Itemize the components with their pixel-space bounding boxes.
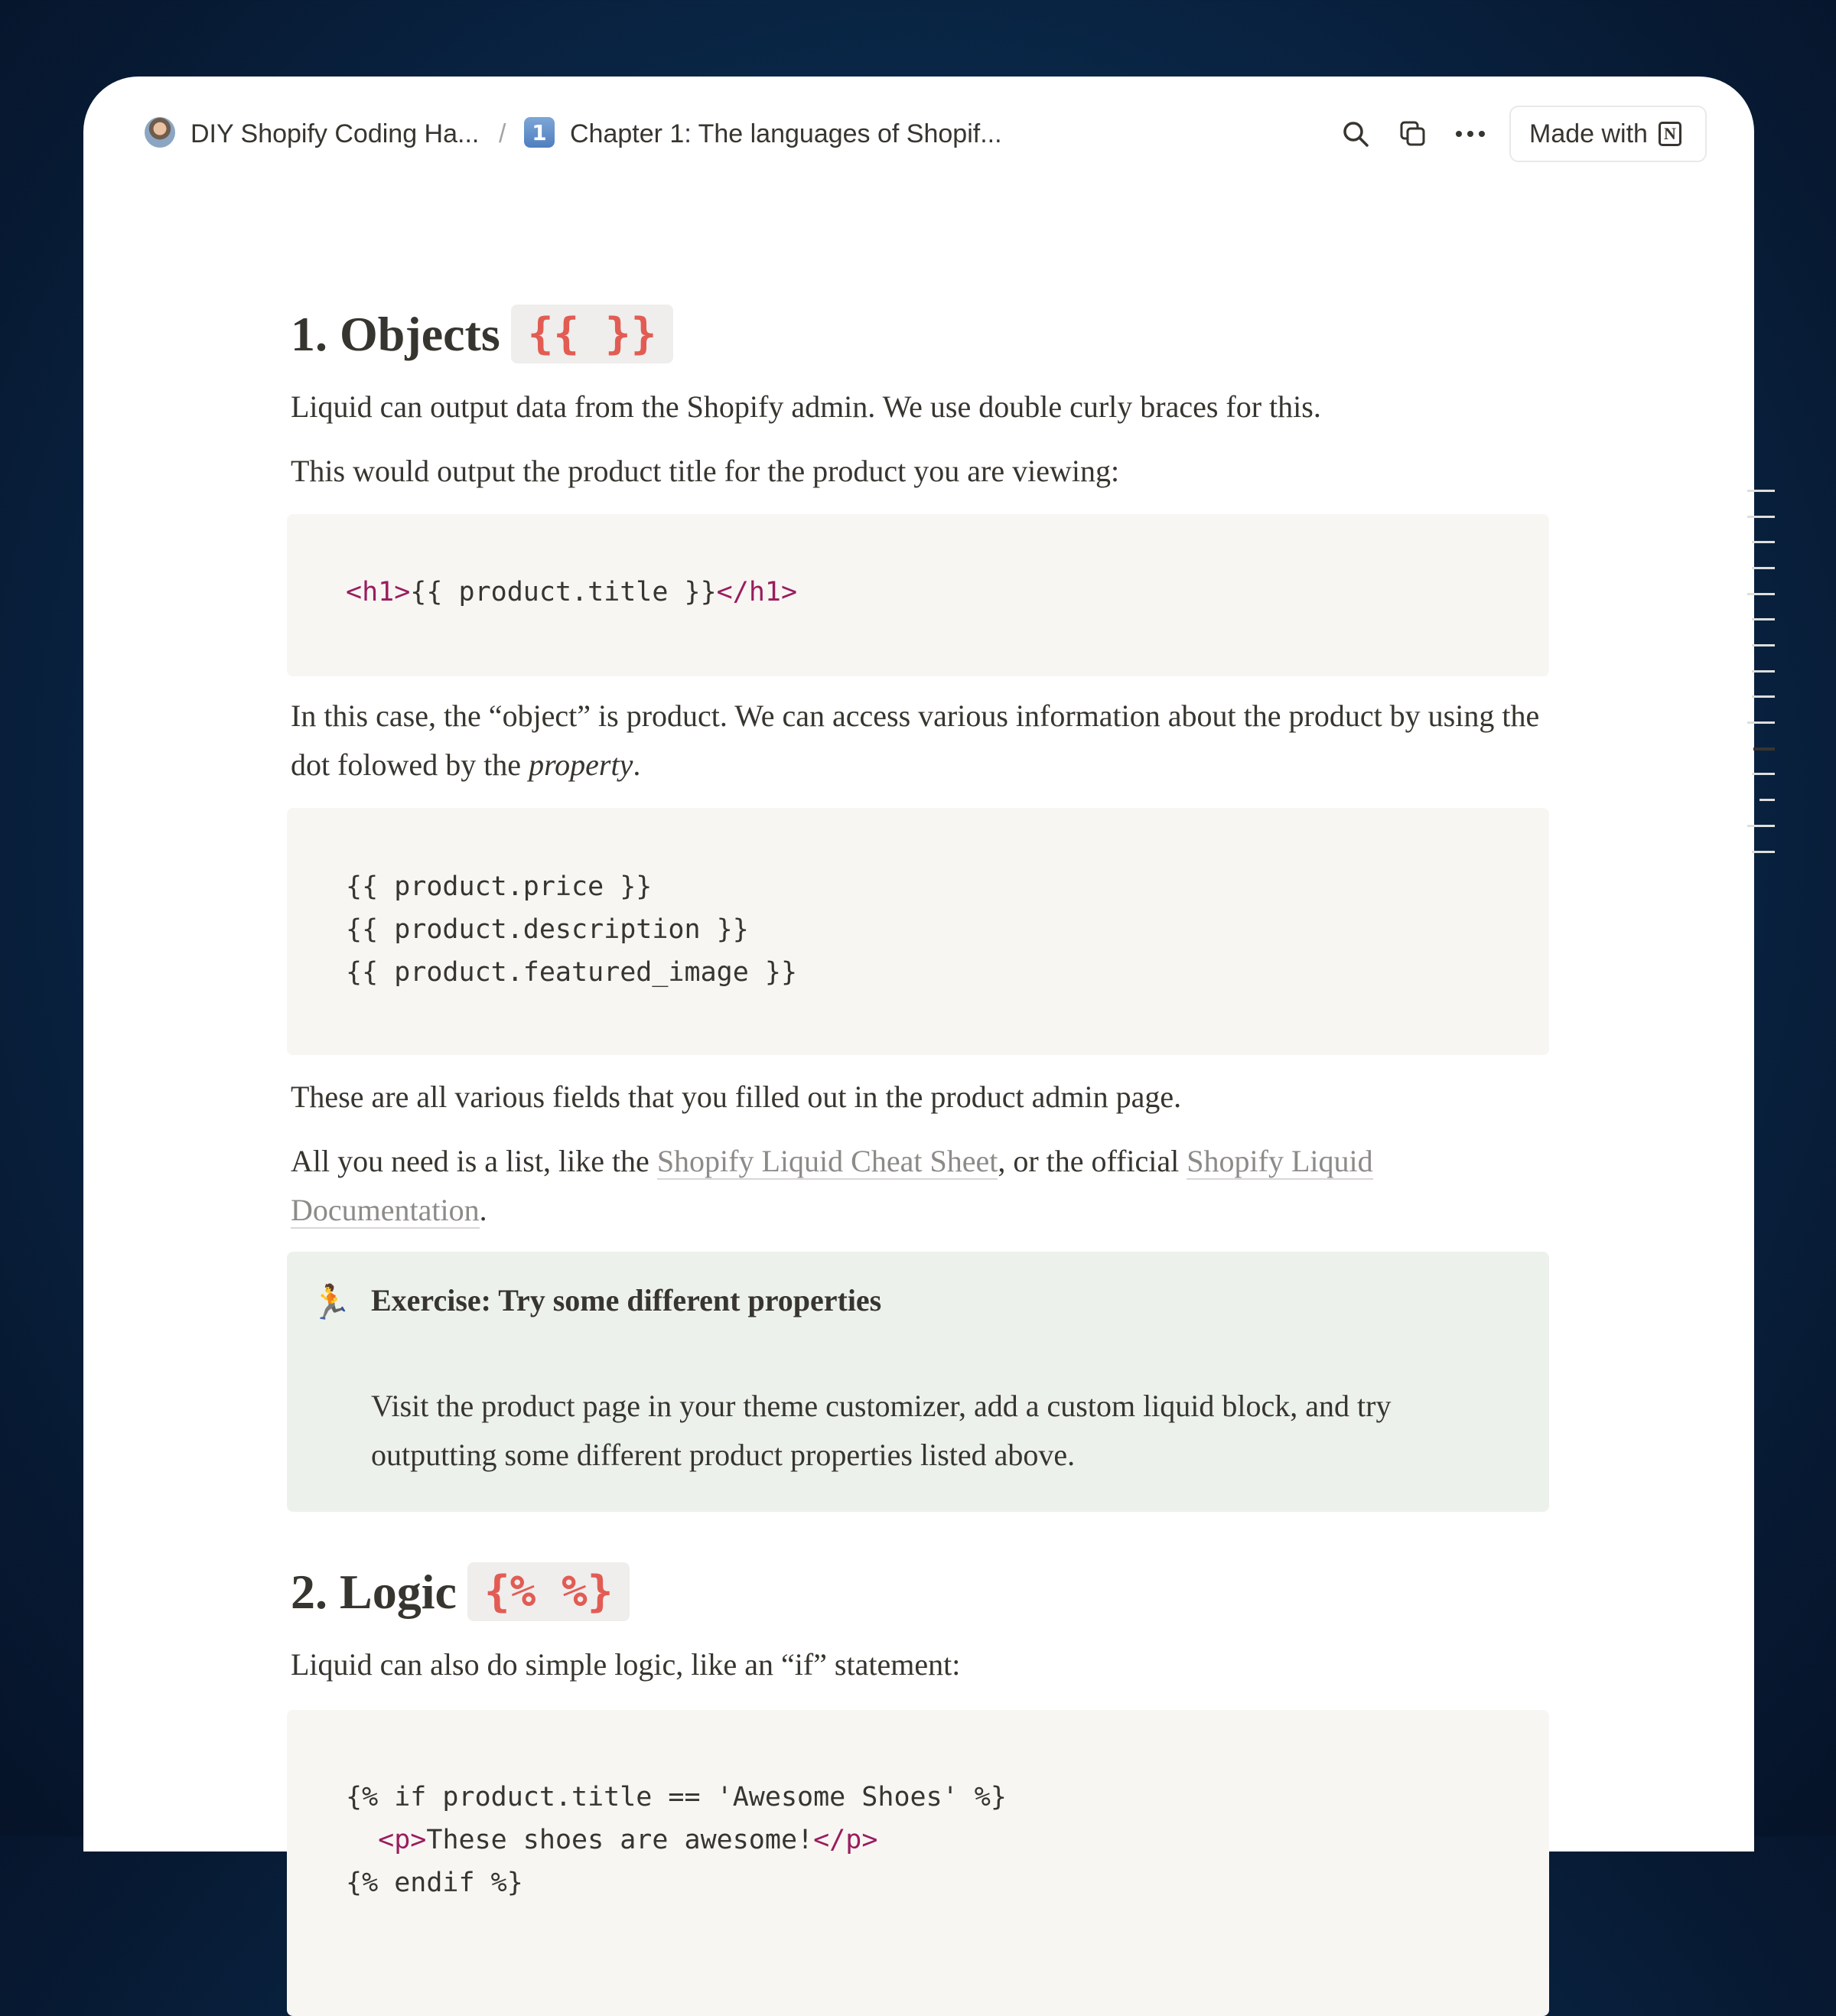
code-tag: <p> bbox=[378, 1825, 427, 1855]
section-heading-logic bbox=[291, 1562, 630, 1621]
paragraph-text: In this case, the “object” is product. We can access various information about the product by using the dot folowed by the bbox=[291, 699, 1540, 782]
code-text: These shoes are awesome! bbox=[426, 1825, 814, 1855]
paragraph-text: , or the official bbox=[998, 1144, 1187, 1178]
code-block[interactable] bbox=[287, 1710, 1549, 2016]
paragraph: Liquid can output data from the Shopify admin. We use double curly braces for this. bbox=[291, 389, 1321, 424]
toc-item[interactable] bbox=[1752, 670, 1775, 673]
made-with-label: Made with bbox=[1529, 119, 1648, 148]
callout-body: Visit the product page in your theme customizer, add a custom liquid block, and try outputting some different product properties listed above. bbox=[371, 1389, 1392, 1472]
code-line: {% if product.title == 'Awesome Shoes' %} bbox=[346, 1782, 1007, 1812]
notion-page-window bbox=[83, 77, 1754, 1898]
toc-item[interactable] bbox=[1752, 695, 1775, 698]
toc-item[interactable] bbox=[1752, 773, 1775, 775]
toc-item[interactable] bbox=[1760, 799, 1775, 801]
paragraph bbox=[291, 692, 1561, 790]
section-heading-objects bbox=[291, 305, 673, 363]
made-with-notion-button[interactable] bbox=[1509, 106, 1707, 162]
paragraph: Liquid can also do simple logic, like an “if” statement: bbox=[291, 1647, 961, 1682]
runner-icon: 🏃 bbox=[310, 1283, 352, 1322]
toc-item[interactable] bbox=[1747, 593, 1775, 595]
toc-item[interactable] bbox=[1752, 618, 1775, 620]
search-icon bbox=[1341, 119, 1370, 148]
exercise-callout bbox=[287, 1252, 1549, 1512]
toc-item[interactable] bbox=[1747, 490, 1775, 492]
link-liquid-docs[interactable]: Shopify Liquid Documentation bbox=[291, 1144, 1373, 1227]
code-tag: </p> bbox=[813, 1825, 878, 1855]
toc-item[interactable] bbox=[1752, 644, 1775, 646]
paragraph: These are all various fields that you filled out in the product admin page. bbox=[291, 1080, 1182, 1114]
heading-text: 1. Objects bbox=[291, 306, 500, 361]
paragraph: This would output the product title for the product you are viewing: bbox=[291, 454, 1120, 488]
duplicate-button[interactable] bbox=[1394, 115, 1432, 153]
code-line: {{ product.description }} bbox=[346, 914, 749, 945]
emphasis: property bbox=[529, 747, 633, 782]
heading-inline-code: {{ }} bbox=[511, 305, 674, 363]
toc-item[interactable] bbox=[1747, 825, 1775, 827]
heading-inline-code: {% %} bbox=[467, 1562, 630, 1621]
more-icon bbox=[1455, 129, 1486, 138]
callout-title: Exercise: Try some different properties bbox=[371, 1283, 882, 1317]
toc-item-active[interactable] bbox=[1753, 747, 1775, 751]
toc-item[interactable] bbox=[1752, 567, 1775, 569]
keycap-one-icon: 1 bbox=[524, 117, 555, 148]
heading-text: 2. Logic bbox=[291, 1564, 457, 1619]
paragraph-text: . bbox=[633, 747, 641, 782]
paragraph-text: All you need is a list, like the bbox=[291, 1144, 657, 1178]
avatar[interactable] bbox=[145, 117, 175, 148]
paragraph-text: . bbox=[479, 1193, 487, 1227]
breadcrumb-current[interactable]: Chapter 1: The languages of Shopif... bbox=[570, 119, 1002, 148]
paragraph bbox=[291, 1137, 1561, 1235]
code-indent bbox=[346, 1825, 378, 1855]
code-line: {{ product.featured_image }} bbox=[346, 957, 798, 988]
code-line: {% endif %} bbox=[346, 1868, 523, 1898]
code-block[interactable] bbox=[287, 808, 1549, 1055]
duplicate-icon bbox=[1398, 119, 1427, 148]
toc-item[interactable] bbox=[1752, 541, 1775, 543]
code-expr: {{ product.title }} bbox=[410, 577, 717, 607]
more-button[interactable] bbox=[1451, 115, 1489, 153]
toc-item[interactable] bbox=[1747, 721, 1775, 724]
toc-item[interactable] bbox=[1747, 516, 1775, 518]
link-cheat-sheet[interactable]: Shopify Liquid Cheat Sheet bbox=[656, 1144, 998, 1178]
breadcrumb-parent[interactable]: DIY Shopify Coding Ha... bbox=[190, 119, 480, 148]
code-block[interactable] bbox=[287, 514, 1549, 676]
toc-item[interactable] bbox=[1752, 851, 1775, 853]
top-bar bbox=[83, 77, 1754, 191]
search-button[interactable] bbox=[1336, 115, 1375, 153]
notion-icon: N bbox=[1659, 122, 1681, 146]
code-tag: <h1> bbox=[346, 577, 411, 607]
breadcrumb-separator: / bbox=[499, 119, 506, 148]
code-line: {{ product.price }} bbox=[346, 871, 653, 902]
code-tag: </h1> bbox=[716, 577, 798, 607]
